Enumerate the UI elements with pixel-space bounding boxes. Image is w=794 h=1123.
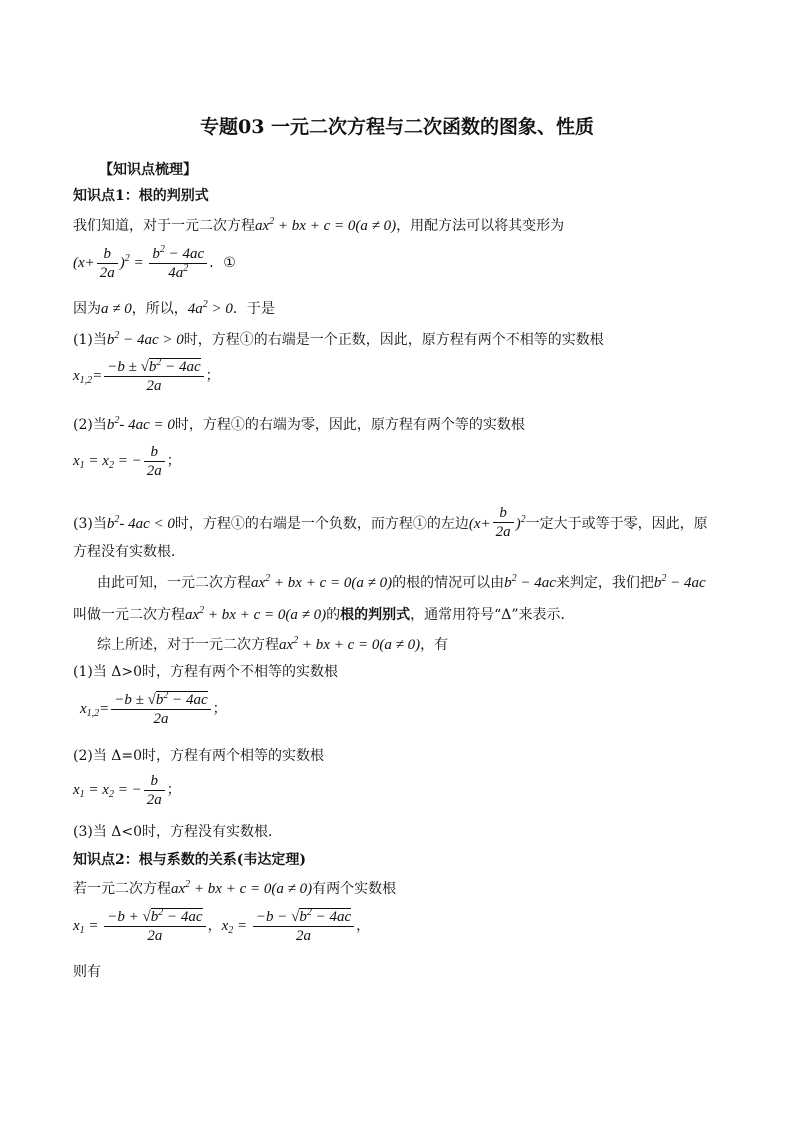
kp2-intro: 若一元二次方程$ax^2$ + bx + c = 0(a ≠ 0)有两个实数根 [73,879,397,897]
summary-case-3: (3)当 Δ<0时，方程没有实数根． [73,824,283,840]
since-line: 因为a ≠ 0，所以，$4a^2 > 0$．于是 [73,299,275,317]
then-line: 则有 [73,964,101,980]
root-formula-2: $x_{1,2}=$ $\frac{-b \pm √b^2 - 4ac}{2a}$ ； [80,690,227,727]
case-3: (3)当$b^2-$ 4ac < 0时，方程①的右端是一个负数，而方程①的左边(x+ $\frac{b}{2a}$ )$^2$一定大于或等于零，因此，原 [73,505,708,540]
kp1-heading: 知识点1：根的判别式 [73,188,209,204]
root-formula-1: $x_{1,2}=$ $\frac{-b \pm √b^2 - 4ac}{2a}$ ； [73,357,220,394]
case-2: (2)当$b^2-$ 4ac = 0时，方程①的右端为零，因此，原方程有两个等的实数根 [73,415,525,433]
conclusion-line: 由此可知，一元二次方程$ax^2$ + bx + c = 0(a ≠ 0)的根的情况可以由$b^2 - 4ac$来判定，我们把$b^2 - 4ac$ [97,573,706,591]
equation-general: $ax^2$ + bx + c = 0(a ≠ 0) [255,216,397,234]
case-3-cont: 方程没有实数根． [73,544,185,560]
conclusion-line-2: 叫做一元二次方程$ax^2$ + bx + c = 0(a ≠ 0)的根的判别式，通常用符号“Δ”来表示． [73,605,575,623]
section-header: 【知识点梳理】 [99,162,197,178]
page-title: 专题03 一元二次方程与二次函数的图象、性质 [199,116,595,138]
summary-line: 综上所述，对于一元二次方程$ax^2$ + bx + c = 0(a ≠ 0)，有 [97,635,449,653]
kp1-intro: 我们知道，对于一元二次方程$ax^2$ + bx + c = 0(a ≠ 0)，用配方法可以将其变形为 [73,216,565,234]
summary-case-2: (2)当 Δ=0时，方程有两个相等的实数根 [73,748,325,764]
completed-square-formula: (x+ $\frac{b}{2a}$ )$^2$ = $\frac{b^2 - 4ac}{4a^2}$ ．① [73,244,236,281]
case-1: (1)当$b^2 - 4ac > 0$时，方程①的右端是一个正数，因此，原方程有两个不相等的实数根 [73,330,604,348]
double-root-formula-1: $x_1 = x_2$ = − $\frac{b}{2a}$ ； [73,444,181,479]
summary-case-1: (1)当 Δ>0时，方程有两个不相等的实数根 [73,664,339,680]
kp2-heading: 知识点2：根与系数的关系(韦达定理) [73,852,306,868]
vieta-roots-formula: $x_1$ = $\frac{-b + √b^2 - 4ac}{2a}$ ，$x_2$ = $\frac{-b - √b^2 - 4ac}{2a}$ ， [73,907,371,944]
double-root-formula-2: $x_1 = x_2$ = − $\frac{b}{2a}$ ； [73,773,181,808]
